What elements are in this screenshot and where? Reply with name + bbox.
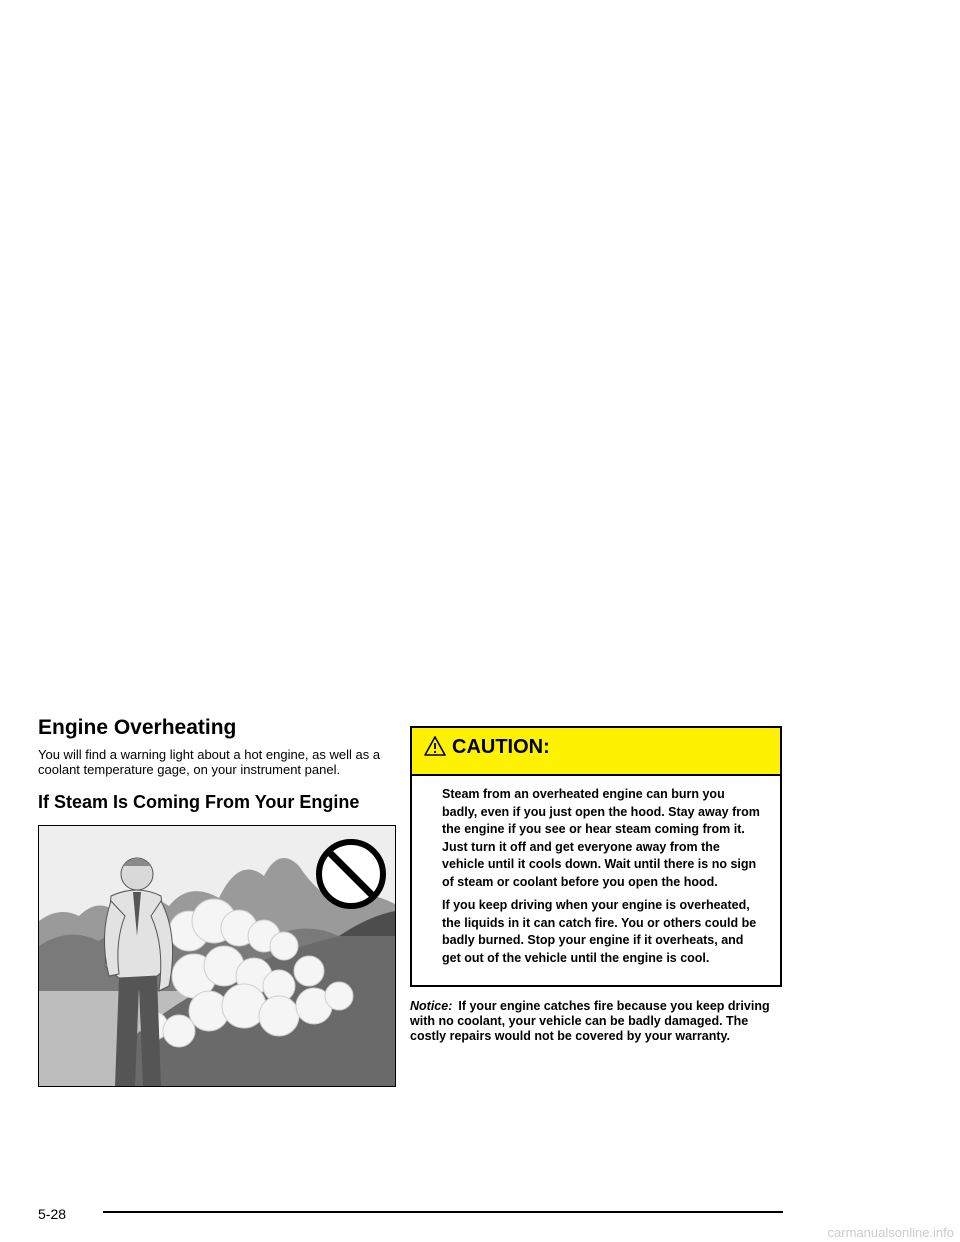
- page-number: 5-28: [38, 1206, 67, 1222]
- notice-text: If your engine catches fire because you keep driving with no coolant, your vehicle can be badly damaged. The costly repairs would not be covered by your warranty.: [410, 999, 770, 1043]
- caution-box: [410, 726, 782, 987]
- caution-header: [412, 728, 780, 776]
- left-column: [38, 715, 398, 1087]
- caution-body: [412, 776, 780, 985]
- footer-rule: [103, 1211, 783, 1213]
- notice-paragraph: [410, 999, 770, 1044]
- watermark: carmanualsonline.info: [827, 1225, 954, 1240]
- subsection-title: If Steam Is Coming From Your Engine: [38, 792, 360, 812]
- section-title: Engine Overheating: [38, 716, 237, 739]
- warning-triangle-icon: [424, 735, 446, 757]
- illustration-drawing: [39, 826, 395, 1086]
- caution-label: CAUTION:: [452, 735, 550, 758]
- caution-paragraph: If you keep driving when your engine is overheated, the liquids in it can catch fire. You or others could be badly burned. Stop your engine if it overheats, and get out of the vehicle until the engine is cool.: [442, 898, 757, 965]
- steam-illustration: [38, 825, 396, 1087]
- notice-label: Notice:: [410, 999, 453, 1013]
- right-column: [410, 726, 782, 1044]
- intro-paragraph: You will find a warning light about a hot engine, as well as a coolant temperature gage, on your instrument panel.: [38, 747, 381, 777]
- caution-paragraph: Steam from an overheated engine can burn you badly, even if you just open the hood. Stay away from the engine if you see or hear steam coming from it. Just turn it off and get everyone away from the vehicle until it cools down. Wait until there is no sign of steam or coolant before you open the hood.: [442, 787, 760, 889]
- no-symbol-icon: [319, 842, 383, 906]
